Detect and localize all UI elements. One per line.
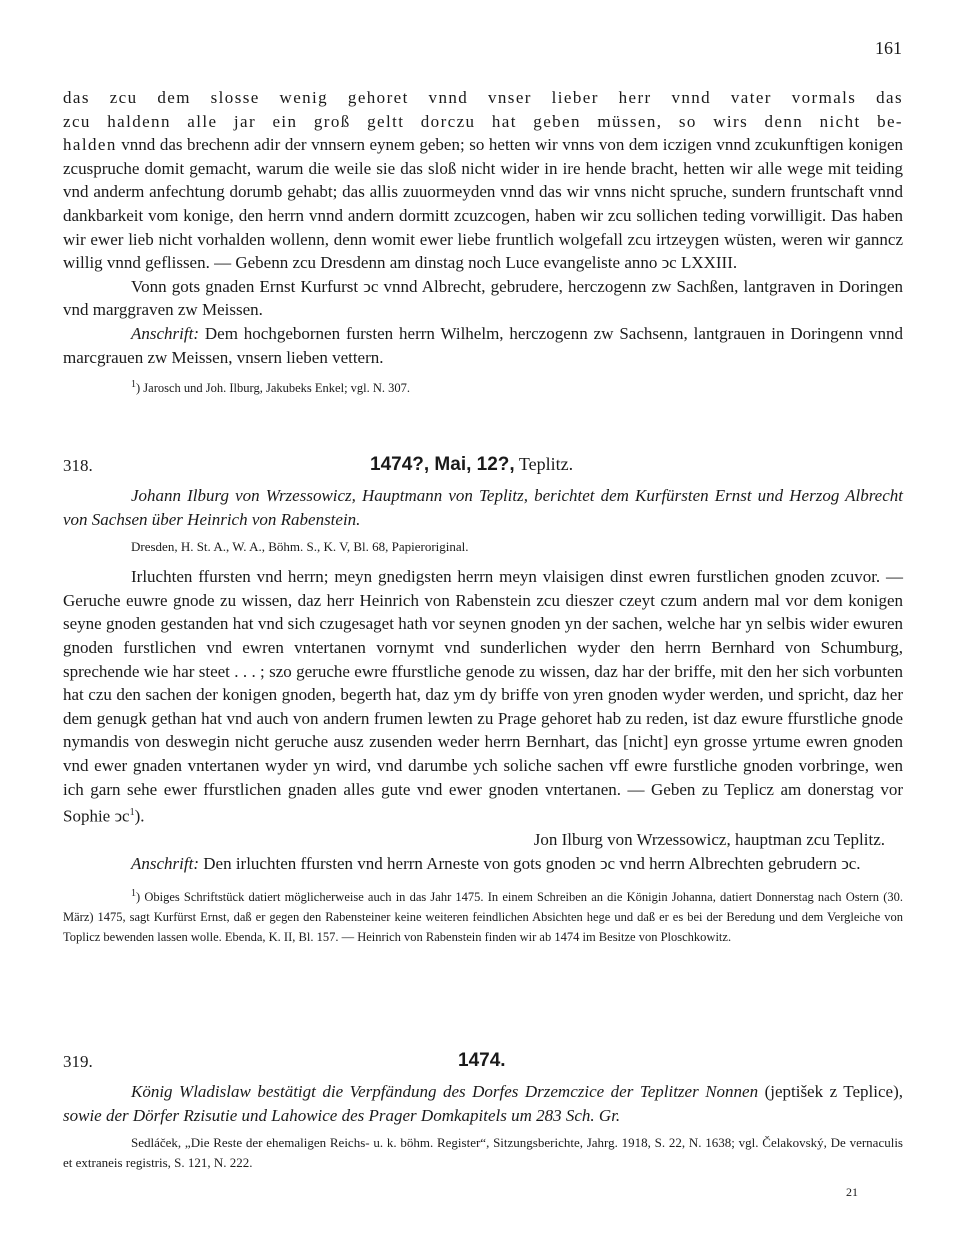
address-label: Anschrift: (131, 853, 199, 873)
entry-number: 319. (63, 1052, 93, 1071)
body-footnote-mark: 1 (129, 807, 135, 819)
entry-date (458, 1050, 506, 1072)
entry-date (370, 454, 573, 476)
entry-date-bold: 1474. (458, 1050, 506, 1071)
footnote (63, 375, 903, 398)
entry-source: Sedláček, „Die Reste der ehemaligen Reichs- u. k. böhm. Register“, Sitzungsberichte, Jahrg. 1918, S. 22, N. 1638; vgl. Čelakovský, De vernaculis et extraneis registris, S. 121, N. 222. (63, 1135, 903, 1171)
entry-318 (63, 484, 903, 947)
text-line-2: zcu haldenn alle jar ein groß geltt dorczu hat geben müssen, so wirs denn nicht be- (63, 111, 903, 131)
page-number: 161 (875, 38, 902, 58)
footnote-text: ) Jarosch und Joh. Ilburg, Jakubeks Enkel; vgl. N. 307. (136, 381, 411, 396)
letter-paragraph (63, 133, 903, 275)
entry-date-bold: 1474?, Mai, 12?, (370, 454, 515, 475)
footnote-text: ) Obiges Schriftstück datiert möglicherweise auch in das Jahr 1475. In einem Schreiben an die Königin Johanna, datiert Donnerstag nach Ostern (30. März) 1475, sagt Kurfürst Ernst, daß er gegen den Rabensteiner keine weiteren feindlichen Absichten hege und daß er es bei der Beredung und dem Vergleiche von Toplicz bewenden lassen wolle. Ebenda, K. II, Bl. 157. — Heinrich von Rabenstein finden wir ab 1474 im Besitze von Ploschkowitz. (63, 889, 903, 944)
letter-signature: Vonn gots gnaden Ernst Kurfurst ↄc vnnd Albrecht, gebrudere, herczogenn zw Sachßen, lantgraven in Doringen vnd marggraven zw Meissen. (63, 276, 903, 320)
letter-address (63, 322, 903, 369)
letter-text: vnnd das brechenn adir der vnnsern eynem geben; so hetten wir vnns von dem iczigen vnnd zcukunftigen konigen zcuspruche domit gemacht, warum die weile sie das sloß nicht wider in ire hende bracht, hetten wir alle wege mit teiding vnd anderm anfechtung dorumb gehabt; das allis zuuormeyden vnnd das wir vnns nicht spruche, sundern fruntschaft vnnd dankbarkeit vom konige, den herrn vnnd andern dormitt zcuzcogen, haben wir zcu sollichen teding vorwilligit. Das haben wir ewer lieb nicht vorhalden wollenn, denn womit ewer liebe fruntlich wolgefall zcu irtzeygen wüsten, weren wir ganncz willig vnnd geflissen. — Gebenn zcu Dresdenn am dinstag noch Luce evangeliste anno ↄc LXXIII. (63, 135, 903, 273)
summary-part-b: (jeptišek z Teplice), (758, 1082, 903, 1101)
entry-summary (63, 1080, 903, 1127)
entry-body (63, 565, 903, 828)
entry-place: Teplitz. (514, 454, 574, 474)
address-text: Den irluchten ffursten vnd herrn Arneste von gots gnoden ↄc vnd herrn Albrechten gebrudern ↄc. (199, 853, 861, 873)
body-text: Irluchten ffursten vnd herrn; meyn gnedigsten herrn meyn vlaisigen dinst ewren furstlichen gnoden zcuvor. — Geruche euwre gnode zu wissen, daz herr Heinrich von Rabenstein zcu dieszer czeyt czum andern mal vor dem konigen seyne gnoden gestanden hat vnd sich czugesaget hath vor seynen gnoden yn der sachen, welche har yn selbis wider ewuren gnoden furstlichen vnd ewren vntertanen vornymt vnd sunderlichen wyder den herrn Bernhard von Schumburg, sprechende wie har steet . . . ; szo geruche ewre ffurstliche genode zu wissen, daz har der briffe, mit den her sich vorbunten hat czu den sachen der konigen gnoden, begerth hat, daz ym dy briffe von yren gnoden wyder werden, und spricht, daz her dem genugk gethan hat vnd auch von andern frumen lewten zu Prage gehoret hab zu reden, ist daz ewure ffurstliche gnode nymandis von deswegin nicht geruche ausz zusenden weder herrn Bernhart, das [nicht] eyn grosse yrtume ewren gnoden vnd ewer gnaden vntertanen wyder yn wird, vnd darumbe ych soliche sachen vff ewre furstliche gnoden vorbringe, wen ich garn sehe ewer ffurstlichen gnaden alles gute vnd ewer gnoden vntertanen. — Geben zu Teplicz am donerstag vor Sophie ↄc (63, 567, 903, 826)
spaced-word: halden (63, 135, 117, 155)
letter-continuation (63, 86, 903, 398)
signature-mark: 21 (846, 1185, 858, 1199)
summary-part-a: König Wladislaw bestätigt die Verpfändung des Dorfes Drzemczice der Teplitzer Nonnen (131, 1082, 759, 1101)
entry-318-heading (63, 456, 903, 482)
entry-number: 318. (63, 456, 93, 475)
entry-319 (63, 1080, 903, 1173)
entry-319-heading (63, 1052, 903, 1078)
address-label: Anschrift: (131, 323, 199, 343)
body-end: ). (134, 806, 145, 826)
footnote (63, 884, 903, 947)
summary-part-c: sowie der Dörfer Rzisutie und Lahowice des Prager Domkapitels um 283 Sch. Gr. (63, 1105, 621, 1125)
text-line-1: das zcu dem slosse wenig gehoret vnnd vnser lieber herr vnnd vater vormals das (63, 88, 903, 107)
footnote-mark: 1 (131, 379, 136, 391)
entry-signature: Jon Ilburg von Wrzessowicz, hauptman zcu Teplitz. (533, 830, 885, 850)
address-text: Dem hochgebornen fursten herrn Wilhelm, herczogenn zw Sachsenn, lantgrauen in Doringenn vnnd marcgrauen zw Meissen, vnsern lieben vettern. (63, 323, 903, 367)
entry-address (63, 852, 903, 876)
entry-source: Dresden, H. St. A., W. A., Böhm. S., K. V, Bl. 68, Papieroriginal. (131, 539, 469, 555)
entry-summary: Johann Ilburg von Wrzessowicz, Hauptmann von Teplitz, berichtet dem Kurfürsten Ernst und Herzog Albrecht von Sachsen über Heinrich von Rabenstein. (63, 486, 903, 529)
footnote-mark: 1 (131, 887, 136, 899)
